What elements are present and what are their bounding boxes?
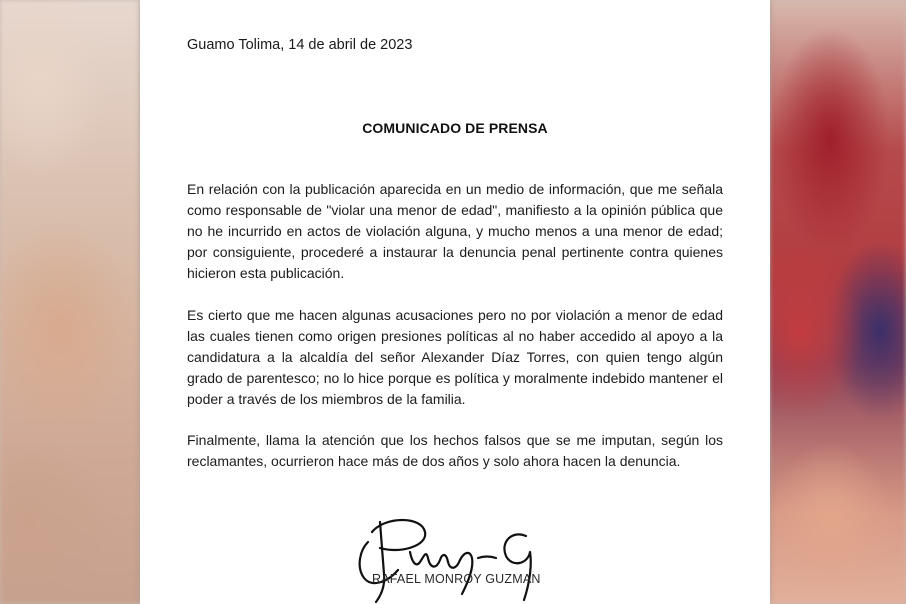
document-title: COMUNICADO DE PRENSA [362, 120, 548, 136]
blurred-background-left [0, 0, 140, 604]
signatory-name: RAFAEL MONROY GUZMAN [372, 572, 541, 586]
paragraph-3: Finalmente, llama la atención que los hechos falsos que se me imputan, según los reclamantes, ocurrieron hace más de dos años y solo ahora hacen la denuncia. [187, 432, 723, 469]
handwritten-signature [350, 512, 560, 604]
place-and-date: Guamo Tolima, 14 de abril de 2023 [187, 37, 413, 53]
paragraph-1: En relación con la publicación aparecida en un medio de información, que me señala como responsable de "violar una menor de edad", manifiesto a la opinión pública que no he incurrido en actos de violación alguna, y mucho menos a una menor de edad; por consiguiente, procederé a instaurar la denuncia penal pertinente contra quienes hicieron esta publicación. [187, 181, 723, 281]
paragraph-2: Es cierto que me hacen algunas acusaciones pero no por violación a menor de edad las cuales tienen como origen presiones políticas al no haber accedido al apoyo a la candidatura a la alcaldía del señor Alexander Díaz Torres, con quien tengo algún grado de parentesco; no lo hice porque es política y moralmente indebido mantener el poder a través de los miembros de la familia. [187, 307, 723, 407]
blurred-background-right [770, 0, 906, 604]
press-release-document [140, 0, 770, 604]
